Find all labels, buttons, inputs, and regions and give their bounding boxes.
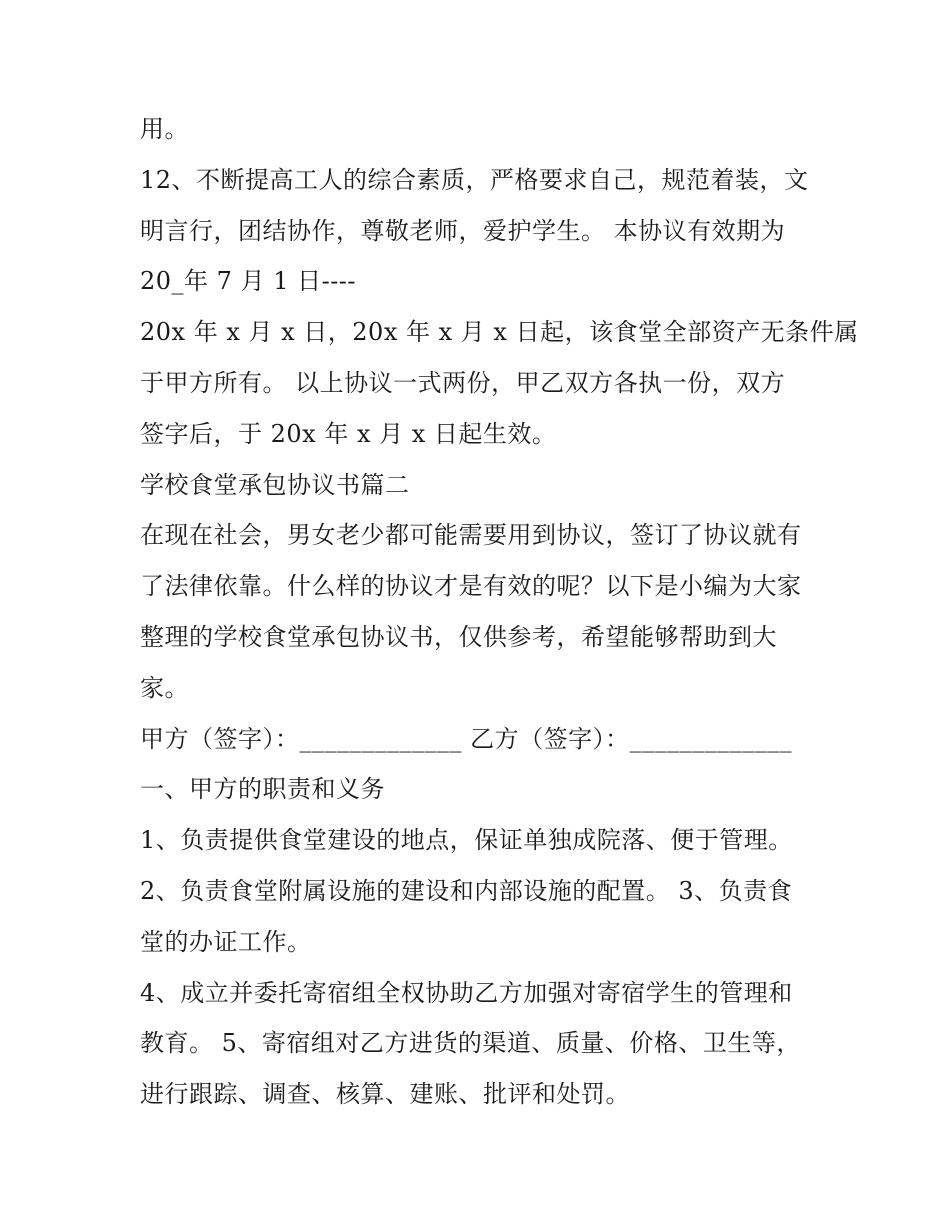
list-item: 4、成立并委托寄宿组全权协助乙方加强对寄宿学生的管理和 [140, 978, 793, 1007]
text-line: 教育。 5、寄宿组对乙方进货的渠道、质量、价格、卫生等， [140, 1029, 801, 1058]
text-line: 12、不断提高工人的综合素质，严格要求自己，规范着装，文 [140, 165, 809, 194]
text-line: 整理的学校食堂承包协议书，仅供参考，希望能够帮助到大 [140, 622, 777, 651]
text-line: 20x 年 x 月 x 日，20x 年 x 月 x 日起，该食堂全部资产无条件属 [140, 318, 859, 347]
text-line: 用。 [140, 115, 189, 143]
signature-line: 甲方（签字）：_____________ 乙方（签字）：_____________ [140, 724, 793, 753]
document-body [140, 104, 859, 1120]
text-line: 家。 [140, 673, 189, 702]
text-line: 于甲方所有。 以上协议一式两份，甲乙双方各执一份，双方 [140, 368, 786, 397]
list-item: 1、负责提供食堂建设的地点，保证单独成院落、便于管理。 [140, 826, 793, 855]
section-heading: 一、甲方的职责和义务 [140, 775, 385, 804]
text-line: 了法律依靠。什么样的协议才是有效的呢？以下是小编为大家 [140, 572, 802, 601]
text-line: 明言行，团结协作，尊敬老师，爱护学生。 本协议有效期为 [140, 216, 786, 245]
text-line: 20_年 7 月 1 日---- [140, 267, 357, 296]
list-item: 2、负责食堂附属设施的建设和内部设施的配置。 3、负责食 [140, 876, 793, 905]
text-line: 在现在社会，男女老少都可能需要用到协议，签订了协议就有 [140, 521, 802, 550]
section-heading: 学校食堂承包协议书篇二 [140, 470, 410, 499]
text-line: 堂的办证工作。 [140, 927, 312, 956]
text-line: 签字后，于 20x 年 x 月 x 日起生效。 [140, 419, 557, 448]
text-line: 进行跟踪、调查、核算、建账、批评和处罚。 [140, 1080, 630, 1109]
